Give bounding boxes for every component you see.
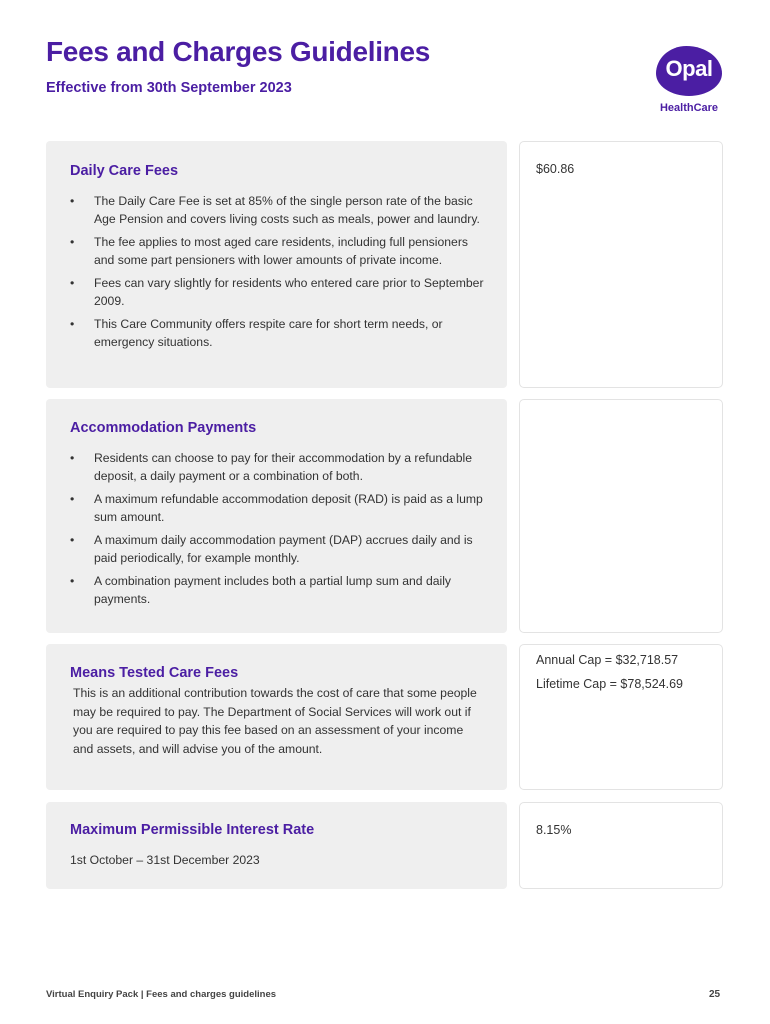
footer-text — [46, 989, 276, 1000]
list-item: • A combination payment includes both a partial lump sum and daily payments. — [70, 572, 490, 608]
accommodation-payments-value-box — [519, 399, 723, 633]
page-subtitle: Effective from 30th September 2023 — [46, 80, 292, 96]
lifetime-cap-value: Lifetime Cap = $78,524.69 — [536, 677, 683, 691]
annual-cap-value: Annual Cap = $32,718.57 — [536, 653, 679, 667]
interest-rate-value: 8.15% — [536, 823, 572, 837]
interest-rate-period: 1st October – 31st December 2023 — [70, 853, 260, 867]
means-tested-care-fees-value-box — [519, 644, 723, 790]
means-tested-care-fees-title: Means Tested Care Fees — [70, 665, 239, 681]
page-number: 25 — [709, 989, 721, 1000]
list-item: • A maximum refundable accommodation deposit (RAD) is paid as a lump sum amount. — [70, 490, 490, 526]
logo-subtext: HealthCare — [659, 102, 719, 114]
footer-label: Virtual Enquiry Pack | Fees and charges guidelines — [46, 989, 277, 1000]
list-item: • This Care Community offers respite care for short term needs, or emergency situations. — [70, 315, 490, 351]
list-item: • The Daily Care Fee is set at 85% of the single person rate of the basic Age Pension and covers living costs such as meals, power and laundry. — [70, 192, 490, 228]
daily-care-fee-value: $60.86 — [536, 162, 575, 176]
accommodation-payments-panel — [46, 399, 507, 633]
means-tested-care-fees-panel — [46, 644, 507, 790]
interest-rate-value-box — [519, 802, 723, 889]
opal-healthcare-logo — [652, 46, 726, 120]
means-tested-care-fees-text: This is an additional contribution towards the cost of care that some people may be required to pay. The Department of Social Services will work out if you are required to pay this fee based on an assessment of your income and assets, and will advise you of the amount. — [73, 686, 477, 756]
accommodation-payments-list — [70, 449, 490, 613]
accommodation-payments-title: Accommodation Payments — [70, 420, 257, 436]
interest-rate-title: Maximum Permissible Interest Rate — [70, 822, 315, 838]
page-title: Fees and Charges Guidelines — [46, 36, 431, 67]
list-item: • A maximum daily accommodation payment (DAP) accrues daily and is paid periodically, for example monthly. — [70, 531, 490, 567]
daily-care-fees-title: Daily Care Fees — [70, 163, 179, 179]
list-item: • The fee applies to most aged care residents, including full pensioners and some part pensioners with lower amounts of private income. — [70, 233, 490, 269]
list-item: • Residents can choose to pay for their accommodation by a refundable deposit, a daily payment or a combination of both. — [70, 449, 490, 485]
interest-rate-panel — [46, 802, 507, 889]
list-item: • Fees can vary slightly for residents who entered care prior to September 2009. — [70, 274, 490, 310]
daily-care-fees-panel — [46, 141, 507, 388]
daily-care-fees-list — [70, 192, 490, 356]
logo-word: Opal — [665, 56, 713, 81]
daily-care-fees-value-box — [519, 141, 723, 388]
